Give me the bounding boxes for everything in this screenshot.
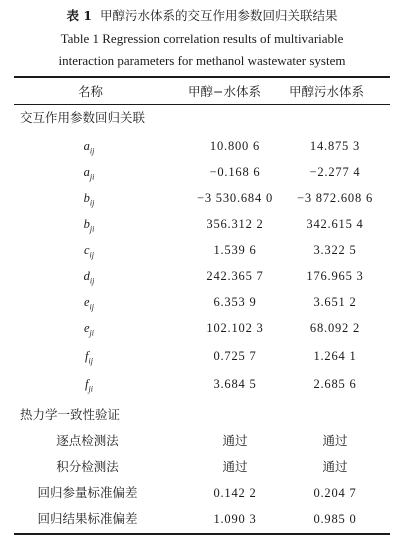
param-row bbox=[0, 214, 404, 234]
param-value-system-2: 14.875 3 bbox=[309, 139, 361, 153]
param-row bbox=[0, 188, 404, 208]
stat-name: 回归结果标准偏差 bbox=[37, 511, 138, 526]
table-caption-cn bbox=[0, 6, 404, 24]
stat-value-system-1: 0.142 2 bbox=[213, 486, 257, 500]
param-symbol bbox=[44, 266, 134, 292]
param-value-system-1: 1.539 6 bbox=[213, 243, 257, 257]
param-symbol-subscript: ij bbox=[89, 146, 95, 156]
param-symbol-subscript: ij bbox=[88, 356, 93, 366]
param-symbol-letter: b bbox=[83, 217, 90, 231]
check-row bbox=[0, 457, 404, 477]
param-symbol-letter: d bbox=[83, 269, 90, 283]
check-result-system-1: 通过 bbox=[222, 433, 248, 448]
section-interaction-params: 交互作用参数回归关联 bbox=[20, 110, 146, 125]
param-symbol bbox=[44, 292, 134, 318]
check-result-system-1: 通过 bbox=[222, 459, 248, 474]
param-symbol bbox=[44, 240, 134, 266]
param-symbol-subscript: ji bbox=[89, 328, 94, 338]
param-value-system-1: 6.353 9 bbox=[213, 295, 257, 309]
param-value-system-1: 102.102 3 bbox=[206, 321, 264, 335]
param-symbol-letter: e bbox=[83, 321, 90, 335]
table-title-cn: 甲醇污水体系的交互作用参数回归关联结果 bbox=[100, 8, 338, 23]
param-symbol-letter: e bbox=[83, 295, 90, 309]
param-symbol bbox=[44, 214, 134, 240]
top-rule bbox=[14, 76, 390, 78]
stat-row bbox=[0, 509, 404, 529]
stat-value-system-2: 0.204 7 bbox=[313, 486, 357, 500]
param-value-system-2: 342.615 4 bbox=[306, 217, 364, 231]
check-result-system-2: 通过 bbox=[322, 459, 348, 474]
param-symbol-letter: a bbox=[83, 139, 90, 153]
section-thermo-consistency: 热力学一致性验证 bbox=[20, 407, 121, 422]
check-result-system-2: 通过 bbox=[322, 433, 348, 448]
bottom-rule bbox=[14, 533, 390, 535]
param-symbol bbox=[44, 374, 134, 400]
param-row bbox=[0, 162, 404, 182]
param-value-system-2: 68.092 2 bbox=[309, 321, 361, 335]
header-name: 名称 bbox=[78, 84, 104, 99]
table-number: 表 1 bbox=[66, 8, 93, 23]
param-value-system-2: −3 872.608 6 bbox=[296, 191, 374, 205]
header-system-2: 甲醇污水体系 bbox=[289, 84, 365, 99]
param-symbol-subscript: ij bbox=[89, 276, 95, 286]
param-symbol-subscript: ji bbox=[89, 224, 95, 234]
param-symbol bbox=[44, 162, 134, 188]
param-value-system-2: 3.322 5 bbox=[313, 243, 357, 257]
param-symbol-letter: b bbox=[83, 191, 90, 205]
param-symbol bbox=[44, 188, 134, 214]
param-symbol bbox=[44, 318, 134, 344]
param-row bbox=[0, 266, 404, 286]
param-row bbox=[0, 318, 404, 338]
param-value-system-1: −3 530.684 0 bbox=[196, 191, 274, 205]
stat-name: 回归参量标准偏差 bbox=[37, 485, 138, 500]
param-value-system-2: 2.685 6 bbox=[313, 377, 357, 391]
check-row bbox=[0, 431, 404, 451]
param-value-system-1: 3.684 5 bbox=[213, 377, 257, 391]
param-symbol-subscript: ij bbox=[89, 302, 94, 312]
param-value-system-1: 0.725 7 bbox=[213, 349, 257, 363]
param-value-system-1: 10.800 6 bbox=[209, 139, 261, 153]
param-symbol-subscript: ji bbox=[88, 384, 93, 394]
header-rule bbox=[14, 104, 390, 105]
param-symbol-subscript: ji bbox=[89, 172, 95, 182]
param-symbol-subscript: ij bbox=[89, 250, 94, 260]
stat-value-system-1: 1.090 3 bbox=[213, 512, 257, 526]
param-row bbox=[0, 346, 404, 366]
check-method-name: 积分检测法 bbox=[56, 459, 119, 474]
param-value-system-2: 176.965 3 bbox=[306, 269, 364, 283]
param-value-system-1: −0.168 6 bbox=[209, 165, 261, 179]
param-symbol-letter: f bbox=[85, 377, 89, 391]
table-caption-en-line2: interaction parameters for methanol wastewater system bbox=[58, 53, 346, 68]
param-row bbox=[0, 240, 404, 260]
param-row bbox=[0, 292, 404, 312]
param-value-system-2: 1.264 1 bbox=[313, 349, 357, 363]
check-method-name: 逐点检测法 bbox=[56, 433, 119, 448]
stat-value-system-2: 0.985 0 bbox=[313, 512, 357, 526]
header-system-1: 甲醇−水体系 bbox=[188, 84, 261, 99]
param-symbol-subscript: ij bbox=[89, 198, 95, 208]
param-symbol-letter: c bbox=[83, 243, 90, 257]
param-value-system-2: −2.277 4 bbox=[309, 165, 361, 179]
param-symbol bbox=[44, 136, 134, 162]
param-symbol-letter: f bbox=[85, 349, 89, 363]
param-symbol-letter: a bbox=[83, 165, 90, 179]
param-symbol bbox=[44, 346, 134, 372]
param-row bbox=[0, 136, 404, 156]
stat-row bbox=[0, 483, 404, 503]
param-value-system-2: 3.651 2 bbox=[313, 295, 357, 309]
param-value-system-1: 242.365 7 bbox=[206, 269, 264, 283]
table-caption-en-line1: Table 1 Regression correlation results of multivariable bbox=[60, 31, 344, 46]
param-row bbox=[0, 374, 404, 394]
param-value-system-1: 356.312 2 bbox=[206, 217, 264, 231]
